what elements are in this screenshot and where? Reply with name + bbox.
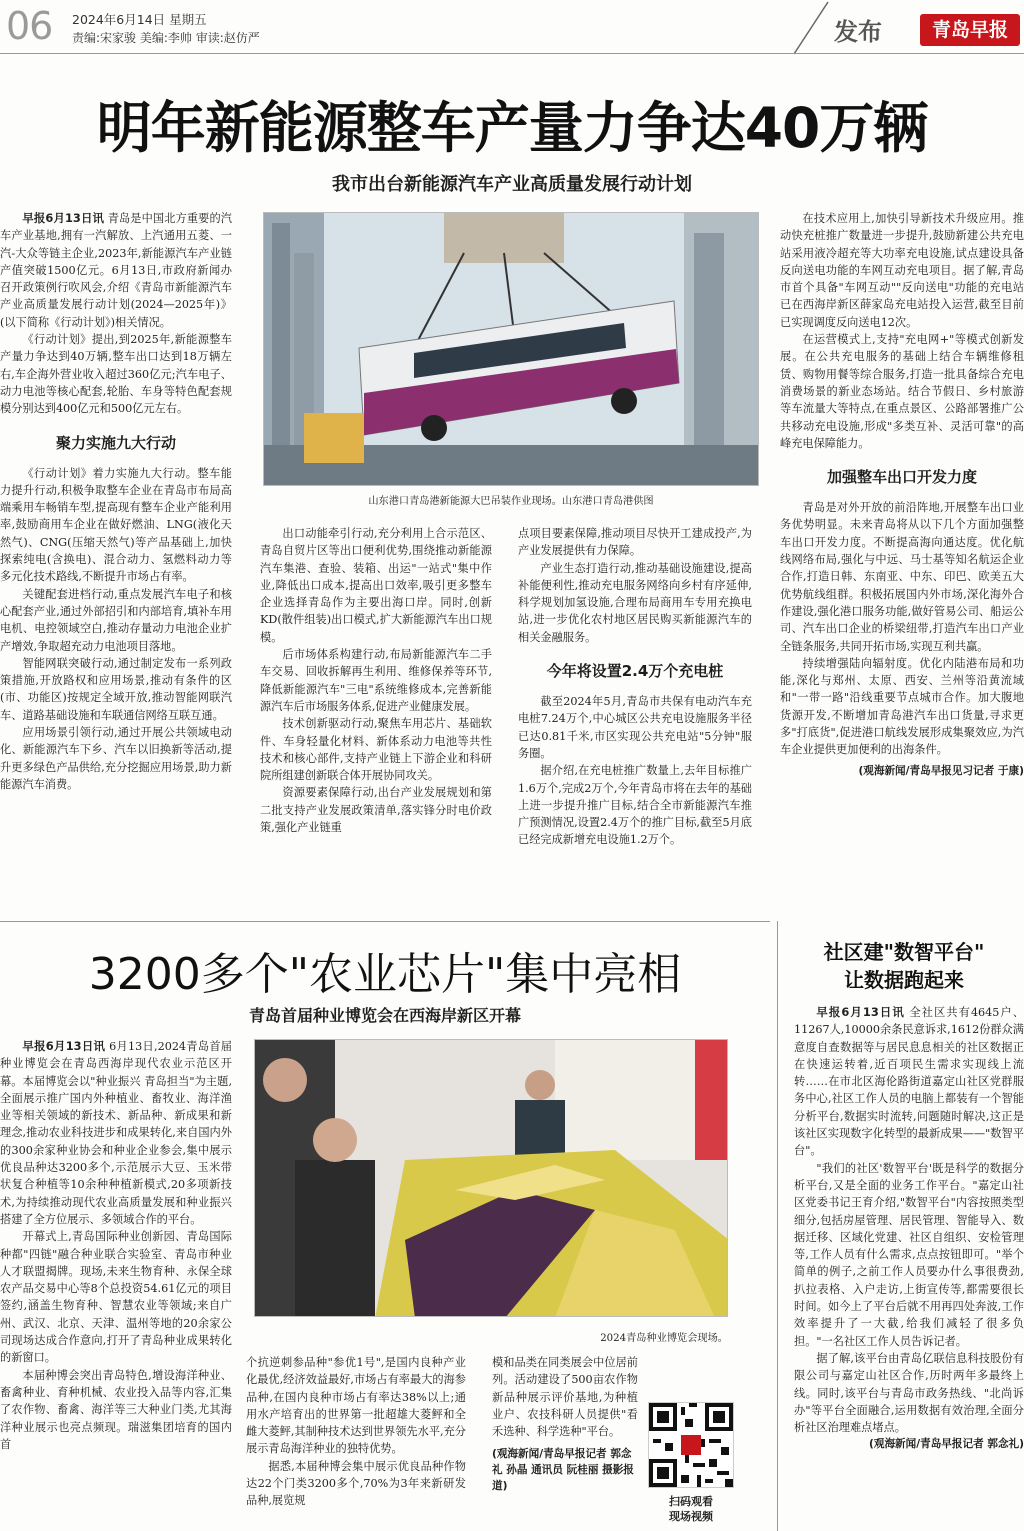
story-divider	[0, 921, 770, 922]
story2-paragraph: 早报6月13日讯 6月13日,2024青岛首届种业博览会在青岛西海岸现代农业示范区开幕。本届博览会以"种业振兴 青岛担当"为主题,全面展示推广国内外种植业、畜牧业、海洋渔业等相关领域的新技术、新品种、新成果和新理念,推动农业科技进步和成果转化,来自国内外的300余家种业协会和种业企业参会,集中展示优良品种达3200多个,示范展示大豆、玉米带状复合种植等10余种种植新模式,20多项新技术,为持续推动现代农业高质量发展和种业振兴搭建了全方位展示、多领域合作的平台。	[0, 1039, 232, 1226]
story1-byline: (观海新闻/青岛早报见习记者 于康)	[858, 764, 1024, 777]
story1-paragraph: 早报6月13日讯 青岛是中国北方重要的汽车产业基地,拥有一汽解放、上汽通用五菱、一汽-大众等链主企业,2023年,新能源汽车产业链产值突破1500亿元。6月13日,市政府新闻办召开政策例行吹风会,介绍《青岛市新能源汽车产业高质量发展行动计划(2024—2025年)》(以下简称《行动计划》)相关情况。	[0, 211, 232, 329]
story1-section-title: 聚力实施九大行动	[55, 433, 176, 452]
story2-lead: 早报6月13日讯	[22, 1039, 106, 1053]
story1-headline: 明年新能源整车产量力争达40万辆	[96, 96, 928, 160]
story1-paragraph: 青岛是对外开放的前沿阵地,开展整车出口业务优势明显。未来青岛将从以下几个方面加强整车出口开发力度。不断提高海向通达度。优化航线网络布局,强化与中远、马士基等知名航运企业合作,打造日韩、东南亚、中东、印巴、欧美五大优势航线组群。积极拓展国内外市场,深化海外合作建设,强化港口服务功能,做好管易公司、船运公司、汽车出口企业的桥梁纽带,打造汽车出口产业全链条服务,共同开拓市场,实现互利共赢。	[780, 501, 1024, 653]
story1-paragraph: 技术创新驱动行动,聚焦车用芯片、基础软件、车身轻量化材料、新体系动力电池等共性技术和核心部件,支持产业链上下游企业和科研院所组建创新联合体开展协同攻关。	[260, 717, 492, 783]
story3-lead: 早报6月13日讯	[816, 1005, 905, 1019]
section-label: 发布	[834, 18, 882, 46]
story1-col4	[780, 210, 1024, 778]
story3-byline: (观海新闻/青岛早报记者 郭念礼)	[869, 1438, 1024, 1451]
story1-paragraph: 点项目要素保障,推动项目尽快开工建成投产,为产业发展提供有力保障。	[518, 527, 752, 558]
story1-col1	[0, 210, 232, 793]
qr-caption: 扫码观看 现场视频	[669, 1495, 713, 1523]
story2-paragraph: 本届种博会突出青岛特色,增设海洋种业、畜禽种业、育种机械、农业投入品等内容,汇集了农作物、畜禽、海洋等三大种业门类,尤其海洋种业展示也亮点频现。瑞滋集团培育的国内首	[0, 1368, 232, 1451]
brand-logo	[920, 14, 1020, 46]
story1-paragraph: 截至2024年5月,青岛市共保有电动汽车充电桩7.24万个,中心城区公共充电设施服务半径已达0.81千米,市区实现公共充电站"5分钟"服务圈。	[518, 695, 752, 760]
story1-col3	[518, 525, 752, 849]
story1-paragraph: 产业生态打造行动,推动基础设施建设,提高补能便利性,推动充电服务网络向乡村有序延伸,科学规划加氢设施,合理布局商用车专用充换电站,进一步优化农村地区居民购买新能源汽车的相关金融服务。	[518, 561, 752, 644]
story2-paragraph: 开幕式上,青岛国际种业创新园、青岛国际种都"四链"融合种业联合实验室、青岛市种业人才联盟揭牌。现场,未来生物育种、永保全球农产品交易中心等8个总投资54.61亿元的项目签约,涵盖生物育种、智慧农业等领域;来自广州、武汉、北京、天津、温州等地的20余家公司现场达成合作意向,打开了青岛种业成果转化的新窗口。	[0, 1230, 232, 1365]
story2-col1	[0, 1038, 232, 1453]
story2-subheadline: 青岛首届种业博览会在西海岸新区开幕	[248, 1006, 521, 1025]
header-rule	[0, 53, 1024, 54]
story1-paragraph: 关键配套进档行动,重点发展汽车电子和核心配套产业,通过外部招引和内部培育,填补车用电机、电控领域空白,推动存量动力电池企业扩产增效,争取超充动力电池项目落地。	[0, 587, 232, 653]
story1-paragraph: 持续增强陆向辐射度。优化内陆港布局和功能,深化与郑州、太原、西安、兰州等沿黄流域和"一带一路"沿线重要节点城市合作。加大腹地货源开发,不断增加青岛港汽车出口货量,寻求更多"打底货",促进港口航线发展形成集聚效应,为汽车企业提供更加便利的出海条件。	[780, 656, 1024, 757]
story1-section-title: 今年将设置2.4万个充电桩	[546, 662, 724, 681]
story3-paragraph: 据了解,该平台由青岛亿联信息科技股份有限公司与嘉定山社区合作,历时两年多最终上线。同时,该平台与青岛市政务热线、"北尚诉办"等平台全面融合,运用数据有效治理,全面分析社区治理难点堵点。	[794, 1351, 1024, 1435]
story2-paragraph: 个抗逆刺参品种"参优1号",是国内良种产业化最优,经济效益最好,市场占有率最大的海参品种,在国内良种市场占有率达38%以上;通用水产培育出的世界第一批超雄大菱鲆和全雌大菱鲆,其制种技术达到世界领先水平,充分展示青岛海洋种业的独特优势。	[246, 1356, 466, 1456]
story1-paragraph: 据介绍,在充电桩推广数量上,去年目标推广1.6万个,完成2万个,今年青岛市将在去年的基础上进一步提升推广目标,结合全市新能源汽车推广预测情况,设置2.4万个的推广目标,截至5月底已经完成新增充电设施1.2万个。	[518, 764, 752, 847]
brand-name: 青岛早报	[931, 19, 1008, 41]
story3-paragraph: 早报6月13日讯 全社区共有4645户、11267人,10000余条民意诉求,1612份群众满意度自查数据等与居民息息相关的社区数据正在快速运转着,近百项民生需求实现线上流转……在市北区海伦路街道嘉定山社区党群服务中心,社区工作人员的电脑上都装有一个智能分析平台,数据实时流转,问题随时解决,这正是该社区实现数字化转型的最新成果——"数智平台"。	[794, 1005, 1024, 1158]
page-number: 06	[6, 4, 53, 48]
page-header	[0, 0, 1024, 56]
story2-col2	[246, 1354, 466, 1510]
story2-paragraph: 据悉,本届种博会集中展示优良品种作物达22个门类3200多个,70%为3年来新研发品种,展览规	[246, 1459, 466, 1508]
story1-col2	[260, 525, 492, 836]
header-slant-rule	[790, 0, 830, 56]
story1-paragraph: 应用场景引领行动,通过开展公共领域电动化、新能源汽车下乡、汽车以旧换新等活动,提升更多绿色产品供给,充分挖掘应用场景,助力新能源汽车消费。	[0, 726, 232, 791]
story2-paragraph: 模和品类在同类展会中位居前列。活动建设了500亩农作物新品种展示评价基地,为种植业户、农技科研人员提供"看禾选种、科学选种"平台。	[492, 1356, 638, 1439]
story1-photo-bus-loading	[263, 212, 759, 486]
story2-photo-caption: 2024青岛种业博览会现场。	[600, 1333, 728, 1344]
story1-photo-caption: 山东港口青岛港新能源大巴吊装作业现场。山东港口青岛港供图	[368, 496, 654, 507]
story1-paragraph: 资源要素保障行动,出台产业发展规划和第二批支持产业发展政策清单,落实锋分时电价政策,强化产业链重	[260, 786, 492, 835]
story3-paragraph: "我们的社区'数智平台'既是科学的数据分析平台,又是全面的业务工作平台。"嘉定山社区党委书记王育介绍,"数智平台"内容按照类型细分,包括房屋管理、居民管理、智能导入、数据迁移、区域化党建、社区自组织、安检管理等,工作人员有什么需求,点点按钮即可。"举个简单的例子,之前工作人员要办什么事很费劲,扒拉表格、入户走访,上街宣传等,都需要很长时间。如今上了平台后就不用再四处奔波,工作效率提升了一大截,给我们减轻了很多负担。"一名社区工作人员告诉记者。	[794, 1161, 1024, 1348]
story2-byline: (观海新闻/青岛早报记者 郭念礼 孙晶 通讯员 阮桂丽 摄影报道)	[492, 1448, 634, 1493]
story2-col3	[492, 1354, 638, 1494]
story2-photo-corn-expo	[254, 1039, 728, 1317]
story2-headline: 3200多个"农业芯片"集中亮相	[88, 949, 682, 1000]
story1-paragraph: 在技术应用上,加快引导新技术升级应用。推动快充桩推广数量进一步提升,鼓励新建公共充电站采用液冷超充等大功率充电设施,试点建设具备反向送电功能的车网互动充电项目。据了解,青岛市首个具备"车网互动""反向送电"功能的充电站已在西海岸新区薛家岛充电站投入运营,截至目前已实现调度反向送电12次。	[780, 212, 1024, 329]
qr-code[interactable]	[648, 1402, 734, 1488]
story1-paragraph: 在运营模式上,支持"充电网+"等模式创新发展。在公共充电服务的基础上结合车辆维修租赁、购物用餐等综合服务,打造一批具备综合充电消费场景的新业态场站。结合节假日、乡村旅游等车流量大等特点,在重点景区、公路部署推广公共移动充电设施,形成"多类互补、灵活可靠"的高峰充电保障能力。	[780, 333, 1024, 450]
story1-paragraph: 智能网联突破行动,通过制定发布一系列政策措施,开放路权和应用场景,推动有条件的区(市、功能区)按规定全域开放,推动智能网联汽车、道路基础设施和车联通信网络互联互通。	[0, 656, 232, 722]
story3-body	[794, 1004, 1024, 1451]
page-editors: 责编:宋家骏 美编:李帅 审读:赵仿严	[72, 31, 260, 45]
story1-paragraph: 出口动能牵引行动,充分利用上合示范区、青岛自贸片区等出口便利优势,围绕推动新能源汽车集港、查验、装箱、出运"一站式"集中作业,降低出口成本,提高出口效率,吸引更多整车企业选择青岛作为主要出海口岸。同时,创新KD(散件组装)出口模式,扩大新能源汽车出口规模。	[260, 527, 492, 644]
story1-paragraph: 《行动计划》提出,到2025年,新能源整车产量力争达到40万辆,整车出口达到18万辆左右,车企海外营业收入超过360亿元;汽车电子、动力电池等核心配套,轮胎、车身等特色配套规模分别达到400亿元和500亿元左右。	[0, 333, 232, 416]
story1-section-title: 加强整车出口开发力度	[826, 468, 977, 487]
story1-subheadline: 我市出台新能源汽车产业高质量发展行动计划	[332, 174, 692, 195]
column-divider	[777, 921, 778, 1531]
story3-headline: 社区建"数智平台" 让数据跑起来	[823, 940, 985, 992]
story1-lead: 早报6月13日讯	[22, 211, 104, 225]
story1-paragraph: 后市场体系构建行动,布局新能源汽车二手车交易、回收拆解再生利用、维修保养等环节,降低新能源汽车"三电"系统维修成本,完善新能源汽车后市场服务体系,促进产业健康发展。	[260, 648, 492, 713]
page-date: 2024年6月14日 星期五	[72, 12, 207, 27]
story1-paragraph: 《行动计划》着力实施九大行动。整车能力提升行动,积极争取整车企业在青岛市布局高端乘用车畅销车型,提高现有整车企业产能利用率,鼓励商用车企业在做好燃油、LNG(液化天然气)、CNG(压缩天然气)等产品基础上,加快探索纯电(含换电)、混合动力、氢燃料动力等多元化技术路线,不断提升市场占有率。	[0, 466, 232, 584]
